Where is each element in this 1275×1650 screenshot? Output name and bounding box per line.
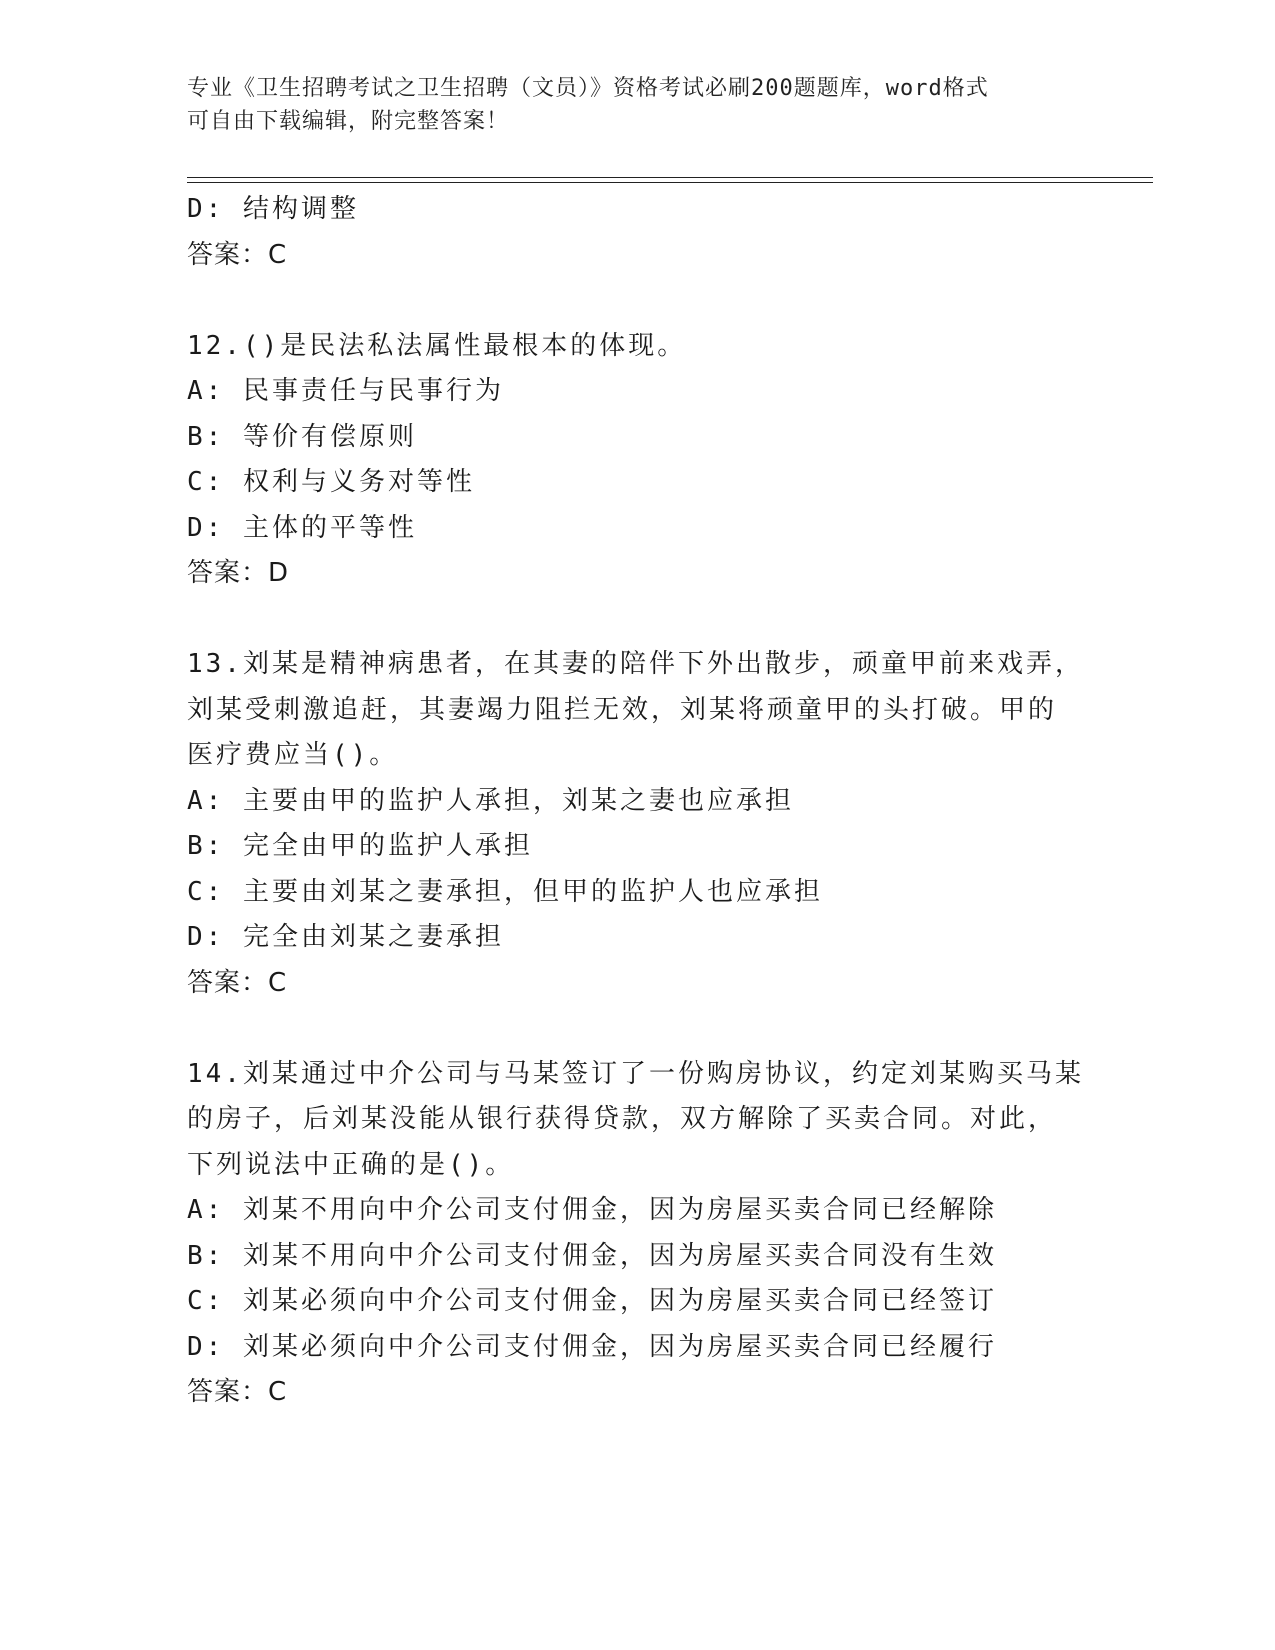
option-a: A: 主要由甲的监护人承担，刘某之妻也应承担 bbox=[187, 785, 794, 816]
question-content bbox=[187, 187, 1137, 1416]
option-b: B: 完全由甲的监护人承担 bbox=[187, 831, 533, 861]
option-b: B: 刘某不用向中介公司支付佣金，因为房屋买卖合同没有生效 bbox=[187, 1240, 997, 1271]
question-stem: 医疗费应当()。 bbox=[187, 740, 399, 770]
option-c: C: 主要由刘某之妻承担，但甲的监护人也应承担 bbox=[187, 876, 823, 907]
header-rule-bottom bbox=[187, 182, 1153, 183]
question-stem: 14.刘某通过中介公司与马某签订了一份购房协议，约定刘某购买马某 bbox=[187, 1058, 1084, 1089]
spacer bbox=[187, 1006, 1137, 1052]
question-14 bbox=[187, 1052, 1137, 1416]
option-b: B: 等价有偿原则 bbox=[187, 421, 417, 452]
document-header bbox=[187, 72, 1067, 138]
header-rule-top bbox=[187, 177, 1153, 178]
answer-line: 答案：C bbox=[187, 239, 288, 270]
question-stem: 下列说法中正确的是()。 bbox=[187, 1149, 515, 1180]
question-stem: 的房子，后刘某没能从银行获得贷款，双方解除了买卖合同。对此， bbox=[187, 1104, 1058, 1134]
spacer bbox=[187, 278, 1137, 324]
option-a: A: 民事责任与民事行为 bbox=[187, 376, 504, 406]
answer-line: 答案：D bbox=[187, 558, 290, 588]
answer-line: 答案：C bbox=[187, 967, 288, 998]
option-c: C: 刘某必须向中介公司支付佣金，因为房屋买卖合同已经签订 bbox=[187, 1286, 997, 1316]
question-stem: 12.()是民法私法属性最根本的体现。 bbox=[187, 330, 687, 361]
header-line-1: 专业《卫生招聘考试之卫生招聘（文员）》资格考试必刷200题题库，word格式 bbox=[187, 76, 989, 101]
spacer bbox=[187, 597, 1137, 643]
header-line-2: 可自由下载编辑，附完整答案！ bbox=[187, 109, 510, 134]
previous-question-tail bbox=[187, 187, 1137, 278]
question-13 bbox=[187, 642, 1137, 1006]
option-d: D: 结构调整 bbox=[187, 194, 359, 224]
question-stem: 刘某受刺激追赶，其妻竭力阻拦无效，刘某将顽童甲的头打破。甲的 bbox=[187, 694, 1058, 725]
question-stem: 13.刘某是精神病患者，在其妻的陪伴下外出散步，顽童甲前来戏弄， bbox=[187, 649, 1084, 679]
option-d: D: 刘某必须向中介公司支付佣金，因为房屋买卖合同已经履行 bbox=[187, 1331, 997, 1362]
option-d: D: 主体的平等性 bbox=[187, 512, 417, 543]
question-12 bbox=[187, 324, 1137, 597]
option-a: A: 刘某不用向中介公司支付佣金，因为房屋买卖合同已经解除 bbox=[187, 1195, 997, 1225]
option-c: C: 权利与义务对等性 bbox=[187, 467, 475, 497]
option-d: D: 完全由刘某之妻承担 bbox=[187, 922, 504, 952]
answer-line: 答案：C bbox=[187, 1377, 288, 1407]
